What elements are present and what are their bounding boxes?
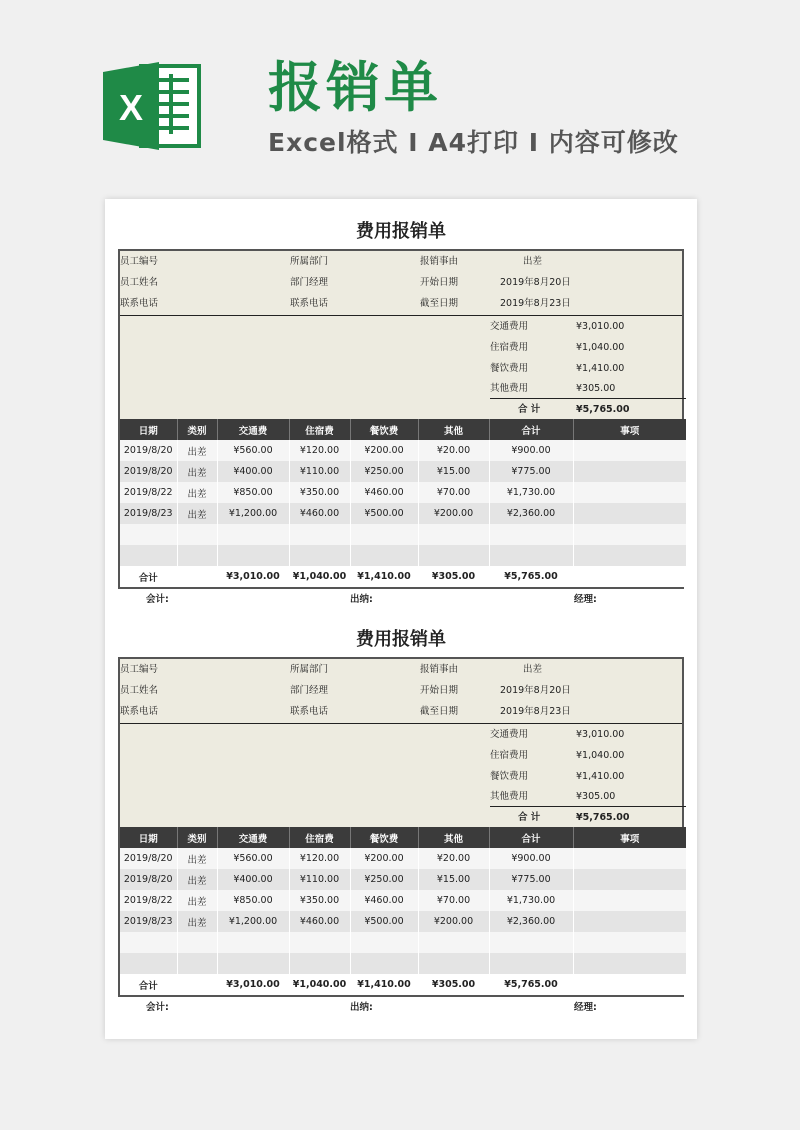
page-subtitle: Excel格式 Ⅰ A4打印 Ⅰ 内容可修改 bbox=[268, 128, 679, 157]
cell-date[interactable] bbox=[120, 524, 177, 545]
manager-sign: 经理: bbox=[574, 594, 597, 605]
expense-table bbox=[120, 827, 686, 995]
total-meals: ¥1,410.00 bbox=[350, 566, 418, 587]
cell-transport[interactable]: ¥850.00 bbox=[217, 890, 289, 911]
cell-other[interactable] bbox=[418, 932, 489, 953]
col-date: 日期 bbox=[120, 827, 177, 848]
cell-total[interactable]: ¥775.00 bbox=[489, 869, 573, 890]
expense-form-1 bbox=[118, 215, 684, 611]
cell-lodging[interactable] bbox=[289, 524, 350, 545]
cell-date[interactable]: 2019/8/22 bbox=[120, 890, 177, 911]
other-value: ¥305.00 bbox=[576, 383, 616, 394]
total-sum: ¥5,765.00 bbox=[489, 974, 573, 995]
total-lodging: ¥1,040.00 bbox=[289, 974, 350, 995]
cell-total[interactable] bbox=[489, 524, 573, 545]
table-row bbox=[120, 932, 686, 953]
cell-transport[interactable]: ¥560.00 bbox=[217, 440, 289, 461]
total-other: ¥305.00 bbox=[418, 974, 489, 995]
cell-meals[interactable]: ¥250.00 bbox=[350, 461, 418, 482]
form-frame bbox=[118, 657, 684, 997]
cell-total[interactable]: ¥775.00 bbox=[489, 461, 573, 482]
cell-notes[interactable] bbox=[573, 461, 686, 482]
cashier-sign: 出纳: bbox=[350, 594, 373, 605]
table-row bbox=[120, 503, 686, 524]
table-row bbox=[120, 890, 686, 911]
col-notes: 事项 bbox=[573, 827, 686, 848]
reason-value[interactable]: 出差 bbox=[523, 256, 543, 267]
meals-value: ¥1,410.00 bbox=[576, 363, 625, 374]
col-meals: 餐饮费 bbox=[350, 827, 418, 848]
meals-label: 餐饮费用 bbox=[490, 771, 529, 782]
table-row bbox=[120, 545, 686, 566]
total-category bbox=[177, 566, 217, 587]
total-notes bbox=[573, 566, 686, 587]
other-label: 其他费用 bbox=[490, 791, 529, 802]
table-row bbox=[120, 911, 686, 932]
logo-letter: X bbox=[118, 87, 144, 128]
total-meals: ¥1,410.00 bbox=[350, 974, 418, 995]
cell-category[interactable]: 出差 bbox=[177, 848, 217, 869]
total-label: 合计 bbox=[120, 974, 177, 995]
cell-date[interactable] bbox=[120, 932, 177, 953]
cell-transport[interactable] bbox=[217, 932, 289, 953]
info-section bbox=[120, 251, 682, 316]
cell-date[interactable] bbox=[120, 545, 177, 566]
cell-meals[interactable]: ¥500.00 bbox=[350, 911, 418, 932]
cell-notes[interactable] bbox=[573, 932, 686, 953]
cell-category[interactable]: 出差 bbox=[177, 503, 217, 524]
summary-total bbox=[490, 806, 686, 828]
meals-label: 餐饮费用 bbox=[490, 363, 529, 374]
cell-date[interactable]: 2019/8/20 bbox=[120, 848, 177, 869]
accountant-sign: 会计: bbox=[146, 594, 169, 605]
department-label: 所属部门 bbox=[290, 664, 329, 675]
cell-total[interactable]: ¥2,360.00 bbox=[489, 911, 573, 932]
transport-value: ¥3,010.00 bbox=[576, 729, 625, 740]
total-lodging: ¥1,040.00 bbox=[289, 566, 350, 587]
start-date-value[interactable]: 2019年8月20日 bbox=[500, 277, 571, 288]
cell-notes[interactable] bbox=[573, 440, 686, 461]
col-total: 合计 bbox=[489, 419, 573, 440]
summary-total-value: ¥5,765.00 bbox=[576, 812, 630, 823]
cell-category[interactable] bbox=[177, 953, 217, 974]
col-total: 合计 bbox=[489, 827, 573, 848]
cell-date[interactable]: 2019/8/23 bbox=[120, 911, 177, 932]
table-row bbox=[120, 869, 686, 890]
lodging-label: 住宿费用 bbox=[490, 750, 529, 761]
cell-transport[interactable]: ¥400.00 bbox=[217, 869, 289, 890]
cell-notes[interactable] bbox=[573, 869, 686, 890]
summary-section bbox=[120, 316, 682, 419]
cell-lodging[interactable]: ¥110.00 bbox=[289, 461, 350, 482]
end-date-label: 截至日期 bbox=[420, 298, 459, 309]
cell-transport[interactable]: ¥1,200.00 bbox=[217, 503, 289, 524]
end-date-label: 截至日期 bbox=[420, 706, 459, 717]
cell-meals[interactable]: ¥200.00 bbox=[350, 440, 418, 461]
summary-total bbox=[490, 398, 686, 420]
department-label: 所属部门 bbox=[290, 256, 329, 267]
lodging-value: ¥1,040.00 bbox=[576, 342, 625, 353]
cell-lodging[interactable]: ¥350.00 bbox=[289, 890, 350, 911]
lodging-label: 住宿费用 bbox=[490, 342, 529, 353]
cell-meals[interactable] bbox=[350, 953, 418, 974]
cell-lodging[interactable]: ¥120.00 bbox=[289, 440, 350, 461]
cell-date[interactable]: 2019/8/22 bbox=[120, 482, 177, 503]
reason-label: 报销事由 bbox=[420, 256, 459, 267]
table-row bbox=[120, 440, 686, 461]
col-meals: 餐饮费 bbox=[350, 419, 418, 440]
start-date-value[interactable]: 2019年8月20日 bbox=[500, 685, 571, 696]
reason-value[interactable]: 出差 bbox=[523, 664, 543, 675]
cell-other[interactable]: ¥200.00 bbox=[418, 503, 489, 524]
page-title: 报销单 bbox=[268, 56, 442, 119]
cell-meals[interactable]: ¥460.00 bbox=[350, 482, 418, 503]
employee-name-label: 员工姓名 bbox=[120, 685, 159, 696]
cell-lodging[interactable]: ¥110.00 bbox=[289, 869, 350, 890]
cell-transport[interactable] bbox=[217, 953, 289, 974]
other-value: ¥305.00 bbox=[576, 791, 616, 802]
phone-label: 联系电话 bbox=[120, 706, 159, 717]
col-notes: 事项 bbox=[573, 419, 686, 440]
table-total-row bbox=[120, 566, 686, 587]
total-other: ¥305.00 bbox=[418, 566, 489, 587]
cell-other[interactable]: ¥20.00 bbox=[418, 848, 489, 869]
reason-label: 报销事由 bbox=[420, 664, 459, 675]
end-date-value[interactable]: 2019年8月23日 bbox=[500, 298, 571, 309]
cell-total[interactable] bbox=[489, 545, 573, 566]
cell-category[interactable]: 出差 bbox=[177, 482, 217, 503]
col-category: 类别 bbox=[177, 827, 217, 848]
summary-total-label: 合 计 bbox=[518, 812, 541, 823]
cell-transport[interactable] bbox=[217, 545, 289, 566]
manager-label: 部门经理 bbox=[290, 685, 329, 696]
summary-total-label: 合 计 bbox=[518, 404, 541, 415]
start-date-label: 开始日期 bbox=[420, 277, 459, 288]
cell-notes[interactable] bbox=[573, 953, 686, 974]
summary-total-value: ¥5,765.00 bbox=[576, 404, 630, 415]
signature-row bbox=[118, 997, 684, 1019]
total-transport: ¥3,010.00 bbox=[217, 974, 289, 995]
cell-other[interactable]: ¥200.00 bbox=[418, 911, 489, 932]
cell-category[interactable]: 出差 bbox=[177, 911, 217, 932]
cell-other[interactable]: ¥70.00 bbox=[418, 890, 489, 911]
cell-transport[interactable]: ¥850.00 bbox=[217, 482, 289, 503]
cell-lodging[interactable] bbox=[289, 932, 350, 953]
cell-notes[interactable] bbox=[573, 545, 686, 566]
form-title: 费用报销单 bbox=[356, 629, 446, 650]
cell-other[interactable] bbox=[418, 524, 489, 545]
cell-other[interactable]: ¥15.00 bbox=[418, 461, 489, 482]
manager-label: 部门经理 bbox=[290, 277, 329, 288]
cell-lodging[interactable]: ¥350.00 bbox=[289, 482, 350, 503]
table-row bbox=[120, 953, 686, 974]
cell-other[interactable] bbox=[418, 545, 489, 566]
cell-category[interactable] bbox=[177, 545, 217, 566]
cell-category[interactable]: 出差 bbox=[177, 461, 217, 482]
employee-name-label: 员工姓名 bbox=[120, 277, 159, 288]
cell-date[interactable]: 2019/8/23 bbox=[120, 503, 177, 524]
col-date: 日期 bbox=[120, 419, 177, 440]
table-total-row bbox=[120, 974, 686, 995]
start-date-label: 开始日期 bbox=[420, 685, 459, 696]
total-sum: ¥5,765.00 bbox=[489, 566, 573, 587]
cell-total[interactable] bbox=[489, 932, 573, 953]
col-lodging: 住宿费 bbox=[289, 827, 350, 848]
cell-total[interactable]: ¥900.00 bbox=[489, 440, 573, 461]
col-other: 其他 bbox=[418, 419, 489, 440]
cell-date[interactable] bbox=[120, 953, 177, 974]
form-frame bbox=[118, 249, 684, 589]
cell-meals[interactable]: ¥200.00 bbox=[350, 848, 418, 869]
expense-table bbox=[120, 419, 686, 587]
cell-transport[interactable] bbox=[217, 524, 289, 545]
cell-category[interactable]: 出差 bbox=[177, 440, 217, 461]
table-row bbox=[120, 482, 686, 503]
cell-category[interactable]: 出差 bbox=[177, 890, 217, 911]
transport-label: 交通费用 bbox=[490, 321, 529, 332]
lodging-value: ¥1,040.00 bbox=[576, 750, 625, 761]
cell-total[interactable]: ¥900.00 bbox=[489, 848, 573, 869]
col-lodging: 住宿费 bbox=[289, 419, 350, 440]
form-title: 费用报销单 bbox=[356, 221, 446, 242]
cell-notes[interactable] bbox=[573, 503, 686, 524]
cell-meals[interactable] bbox=[350, 545, 418, 566]
transport-label: 交通费用 bbox=[490, 729, 529, 740]
total-notes bbox=[573, 974, 686, 995]
col-other: 其他 bbox=[418, 827, 489, 848]
cell-notes[interactable] bbox=[573, 524, 686, 545]
cell-category[interactable] bbox=[177, 524, 217, 545]
total-label: 合计 bbox=[120, 566, 177, 587]
cell-lodging[interactable]: ¥460.00 bbox=[289, 503, 350, 524]
cell-date[interactable]: 2019/8/20 bbox=[120, 461, 177, 482]
cell-other[interactable]: ¥15.00 bbox=[418, 869, 489, 890]
summary-section bbox=[120, 724, 682, 827]
accountant-sign: 会计: bbox=[146, 1002, 169, 1013]
cell-transport[interactable]: ¥400.00 bbox=[217, 461, 289, 482]
manager-sign: 经理: bbox=[574, 1002, 597, 1013]
table-row bbox=[120, 524, 686, 545]
other-label: 其他费用 bbox=[490, 383, 529, 394]
table-header-row bbox=[120, 419, 686, 440]
cell-lodging[interactable]: ¥120.00 bbox=[289, 848, 350, 869]
cell-notes[interactable] bbox=[573, 911, 686, 932]
cell-total[interactable] bbox=[489, 953, 573, 974]
cell-other[interactable] bbox=[418, 953, 489, 974]
cell-meals[interactable]: ¥460.00 bbox=[350, 890, 418, 911]
cell-lodging[interactable]: ¥460.00 bbox=[289, 911, 350, 932]
end-date-value[interactable]: 2019年8月23日 bbox=[500, 706, 571, 717]
document-page bbox=[105, 199, 697, 1039]
col-category: 类别 bbox=[177, 419, 217, 440]
cell-date[interactable]: 2019/8/20 bbox=[120, 440, 177, 461]
cell-lodging[interactable] bbox=[289, 545, 350, 566]
employee-no-label: 员工编号 bbox=[120, 256, 159, 267]
col-transport: 交通费 bbox=[217, 419, 289, 440]
total-transport: ¥3,010.00 bbox=[217, 566, 289, 587]
cell-transport[interactable]: ¥560.00 bbox=[217, 848, 289, 869]
col-transport: 交通费 bbox=[217, 827, 289, 848]
total-category bbox=[177, 974, 217, 995]
cell-notes[interactable] bbox=[573, 482, 686, 503]
cell-other[interactable]: ¥20.00 bbox=[418, 440, 489, 461]
cell-meals[interactable] bbox=[350, 524, 418, 545]
expense-form-2 bbox=[118, 623, 684, 1019]
meals-value: ¥1,410.00 bbox=[576, 771, 625, 782]
cell-total[interactable]: ¥2,360.00 bbox=[489, 503, 573, 524]
info-section bbox=[120, 659, 682, 724]
table-header-row bbox=[120, 827, 686, 848]
cell-notes[interactable] bbox=[573, 848, 686, 869]
cell-meals[interactable] bbox=[350, 932, 418, 953]
cell-notes[interactable] bbox=[573, 890, 686, 911]
cell-meals[interactable]: ¥250.00 bbox=[350, 869, 418, 890]
signature-row bbox=[118, 589, 684, 611]
transport-value: ¥3,010.00 bbox=[576, 321, 625, 332]
table-row bbox=[120, 461, 686, 482]
phone2-label: 联系电话 bbox=[290, 706, 329, 717]
cell-category[interactable]: 出差 bbox=[177, 869, 217, 890]
cell-meals[interactable]: ¥500.00 bbox=[350, 503, 418, 524]
cell-transport[interactable]: ¥1,200.00 bbox=[217, 911, 289, 932]
phone-label: 联系电话 bbox=[120, 298, 159, 309]
cashier-sign: 出纳: bbox=[350, 1002, 373, 1013]
cell-other[interactable]: ¥70.00 bbox=[418, 482, 489, 503]
cell-date[interactable]: 2019/8/20 bbox=[120, 869, 177, 890]
table-row bbox=[120, 848, 686, 869]
phone2-label: 联系电话 bbox=[290, 298, 329, 309]
cell-lodging[interactable] bbox=[289, 953, 350, 974]
excel-icon bbox=[103, 58, 203, 154]
cell-total[interactable]: ¥1,730.00 bbox=[489, 890, 573, 911]
cell-category[interactable] bbox=[177, 932, 217, 953]
employee-no-label: 员工编号 bbox=[120, 664, 159, 675]
cell-total[interactable]: ¥1,730.00 bbox=[489, 482, 573, 503]
